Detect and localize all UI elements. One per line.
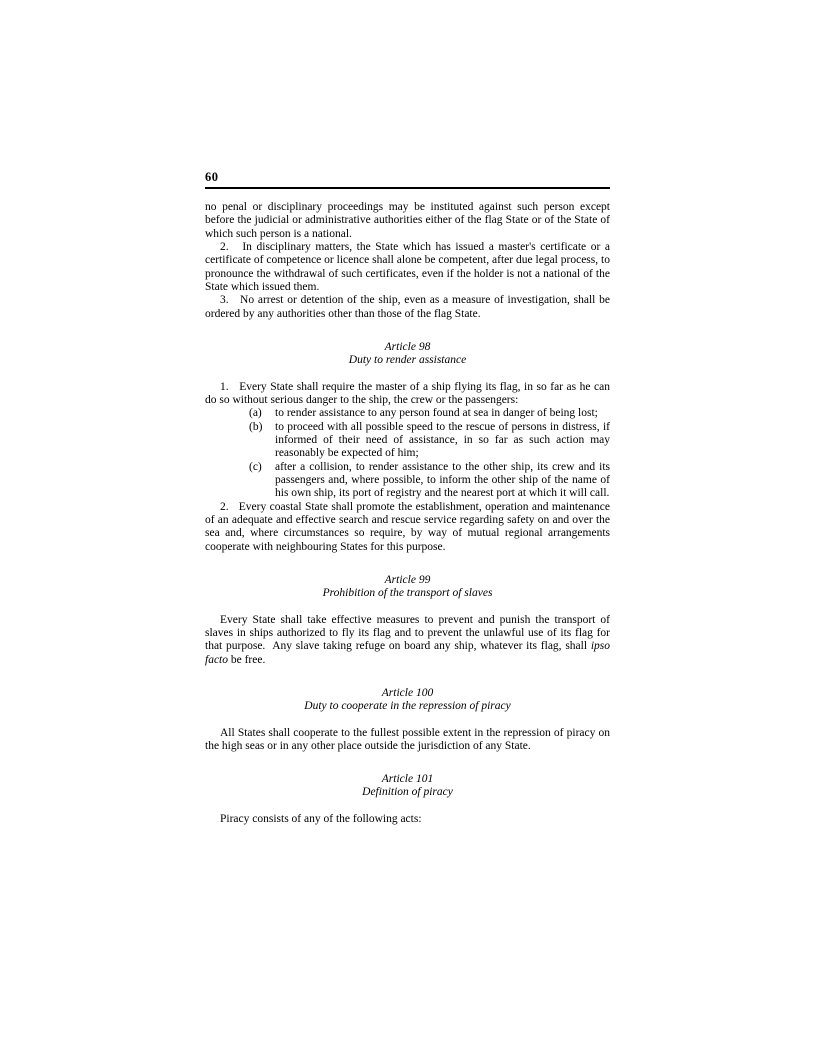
list-item-b (205, 421, 610, 461)
list-item-a (205, 407, 610, 420)
page-header (205, 168, 610, 189)
paragraph-3: 3. No arrest or detention of the ship, even as a measure of investigation, shall be ordered by any authorities other than those of the flag State. (205, 294, 610, 320)
article-98-paragraph-1: 1. Every State shall require the master of a ship flying its flag, in so far as he can do so without serious danger to the ship, the crew or the passengers: (205, 380, 610, 406)
page-number: 60 (205, 170, 219, 184)
article-99-paragraph-1 (205, 614, 610, 667)
list-text-c: after a collision, to render assistance to the other ship, its crew and its passengers and, where possible, to inform the other ship of the name of his own ship, its port of registry and the nearest port at which it will call. (275, 460, 610, 500)
article-101-heading (205, 773, 610, 800)
article-99-latin-phrase: ipso facto (205, 640, 610, 666)
article-101-title: Definition of piracy (362, 786, 453, 799)
list-item-c (205, 461, 610, 501)
paragraph-continuation: no penal or disciplinary proceedings may be instituted against such person except before the judicial or administrative authorities either of the flag State or of the State of which such person is a national. (205, 201, 610, 240)
article-100-paragraph-1: All States shall cooperate to the fullest possible extent in the repression of piracy on the high seas or in any other place outside the jurisdiction of any State. (205, 726, 610, 752)
article-98-list (205, 407, 610, 500)
article-100-number: Article 100 (381, 686, 434, 699)
article-98-number: Article 98 (384, 340, 431, 353)
article-99-title: Prohibition of the transport of slaves (322, 587, 493, 600)
article-98-heading (205, 341, 610, 368)
list-text-b: to proceed with all possible speed to the rescue of persons in distress, if informed of their need of assistance, in so far as such action may reasonably be expected of him; (275, 420, 610, 460)
article-99-text-after: be free. (228, 653, 266, 666)
article-98-paragraph-2: 2. Every coastal State shall promote the establishment, operation and maintenance of an adequate and effective search and rescue service regarding safety on and over the sea and, where circumstances so require, by way of mutual regional arrangements cooperate with neighbouring States for this purpose. (205, 500, 610, 553)
article-101-number: Article 101 (381, 773, 434, 786)
article-99-heading (205, 574, 610, 601)
list-label-c: (c) (249, 460, 262, 473)
list-text-a: to render assistance to any person found at sea in danger of being lost; (275, 407, 598, 420)
article-99-number: Article 99 (384, 573, 431, 586)
article-100-heading (205, 687, 610, 714)
page-content (205, 168, 610, 826)
paragraph-2: 2. In disciplinary matters, the State which has issued a master's certificate or a certificate of competence or licence shall alone be competent, after due legal process, to pronounce the withdrawal of such certificates, even if the holder is not a national of the State which issued them. (205, 240, 610, 293)
list-label-b: (b) (249, 420, 263, 433)
article-99-text-before: Every State shall take effective measures to prevent and punish the transport of slaves in ships authorized to fly its flag and to prevent the unlawful use of its flag for that purpose. Any slave taking refuge on board any ship, whatever its flag, shall (205, 613, 610, 653)
article-100-title: Duty to cooperate in the repression of piracy (304, 700, 511, 713)
list-label-a: (a) (249, 407, 262, 420)
article-98-title: Duty to render assistance (348, 354, 467, 367)
article-101-paragraph-1: Piracy consists of any of the following acts: (220, 812, 422, 825)
